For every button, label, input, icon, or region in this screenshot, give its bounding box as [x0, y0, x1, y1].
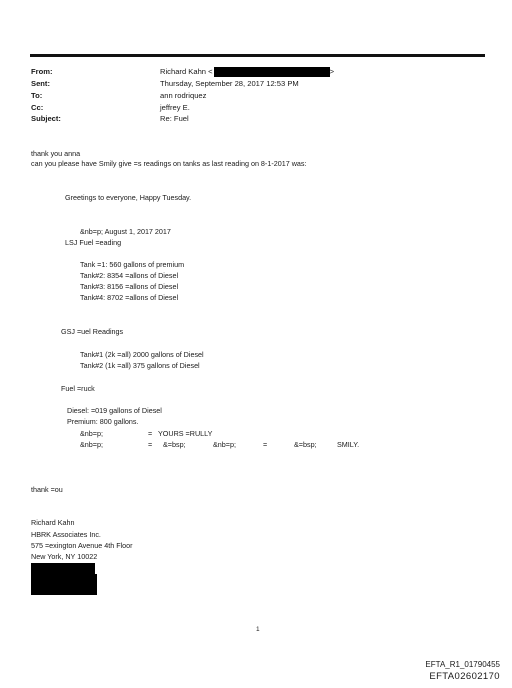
- sent-value: Thursday, September 28, 2017 12:53 PM: [160, 79, 299, 88]
- from-suffix: >: [329, 67, 334, 76]
- redaction-block: [214, 67, 330, 77]
- redaction-block: [31, 574, 97, 585]
- sent-label: Sent:: [31, 79, 50, 88]
- gsj-tank-reading: Tank#1 (2k =all) 2000 gallons of Diesel: [80, 350, 204, 359]
- gsj-tank-reading: Tank#2 (1k =all) 375 gallons of Diesel: [80, 361, 200, 370]
- sig-closing: YOURS =RULLY: [158, 429, 213, 438]
- bates-id: EFTA02602170: [429, 671, 500, 682]
- redaction-block: [31, 563, 95, 574]
- body-line: can you please have Smily give =s readings on tanks as last reading on 8-1-2017 was:: [31, 159, 307, 168]
- redaction-block: [31, 585, 97, 595]
- sig-token: =: [263, 440, 268, 449]
- signature-company: HBRK Associates Inc.: [31, 530, 101, 539]
- body-line: thank you anna: [31, 149, 81, 158]
- sig-token: &nb=p;: [80, 440, 103, 449]
- date-line: &nb=p; August 1, 2017 2017: [80, 227, 171, 236]
- to-label: To:: [31, 91, 43, 100]
- tank-reading: Tank#4: 8702 =allons of Diesel: [80, 293, 179, 302]
- lsj-title: LSJ Fuel =eading: [65, 238, 122, 247]
- greeting: Greetings to everyone, Happy Tuesday.: [65, 193, 192, 202]
- cc-label: Cc:: [31, 103, 44, 112]
- from-value: [160, 67, 334, 77]
- signature-city: New York, NY 10022: [31, 552, 98, 561]
- sig-token: &nb=p;: [213, 440, 236, 449]
- sig-token: &=bsp;: [163, 440, 186, 449]
- from-label: From:: [31, 67, 53, 76]
- from-name: Richard Kahn <: [160, 67, 213, 76]
- thanks-line: thank =ou: [31, 485, 63, 494]
- signature-name: Richard Kahn: [31, 518, 75, 527]
- header-rule: [30, 54, 485, 57]
- subject-value: Re: Fuel: [160, 114, 189, 123]
- to-value: ann rodriquez: [160, 91, 207, 100]
- gsj-title: GSJ =uel Readings: [61, 327, 124, 336]
- fuel-truck-title: Fuel =ruck: [61, 384, 95, 393]
- signature-address: 575 =exington Avenue 4th Floor: [31, 541, 133, 550]
- sig-name: SMILY.: [337, 440, 360, 449]
- sig-token: &nb=p;: [80, 429, 103, 438]
- sig-token: &=bsp;: [294, 440, 317, 449]
- tank-reading: Tank#2: 8354 =allons of Diesel: [80, 271, 179, 280]
- sig-token: =: [148, 440, 153, 449]
- sig-token: =: [148, 429, 153, 438]
- tank-reading: Tank#3: 8156 =allons of Diesel: [80, 282, 179, 291]
- page-number: 1: [256, 626, 260, 633]
- diesel-reading: Diesel: =019 gallons of Diesel: [67, 406, 162, 415]
- premium-reading: Premium: 800 gallons.: [67, 417, 139, 426]
- cc-value: jeffrey E.: [160, 103, 190, 112]
- subject-label: Subject:: [31, 114, 61, 123]
- bates-id: EFTA_R1_01790455: [425, 660, 500, 669]
- tank-reading: Tank =1: 560 gallons of premium: [80, 260, 185, 269]
